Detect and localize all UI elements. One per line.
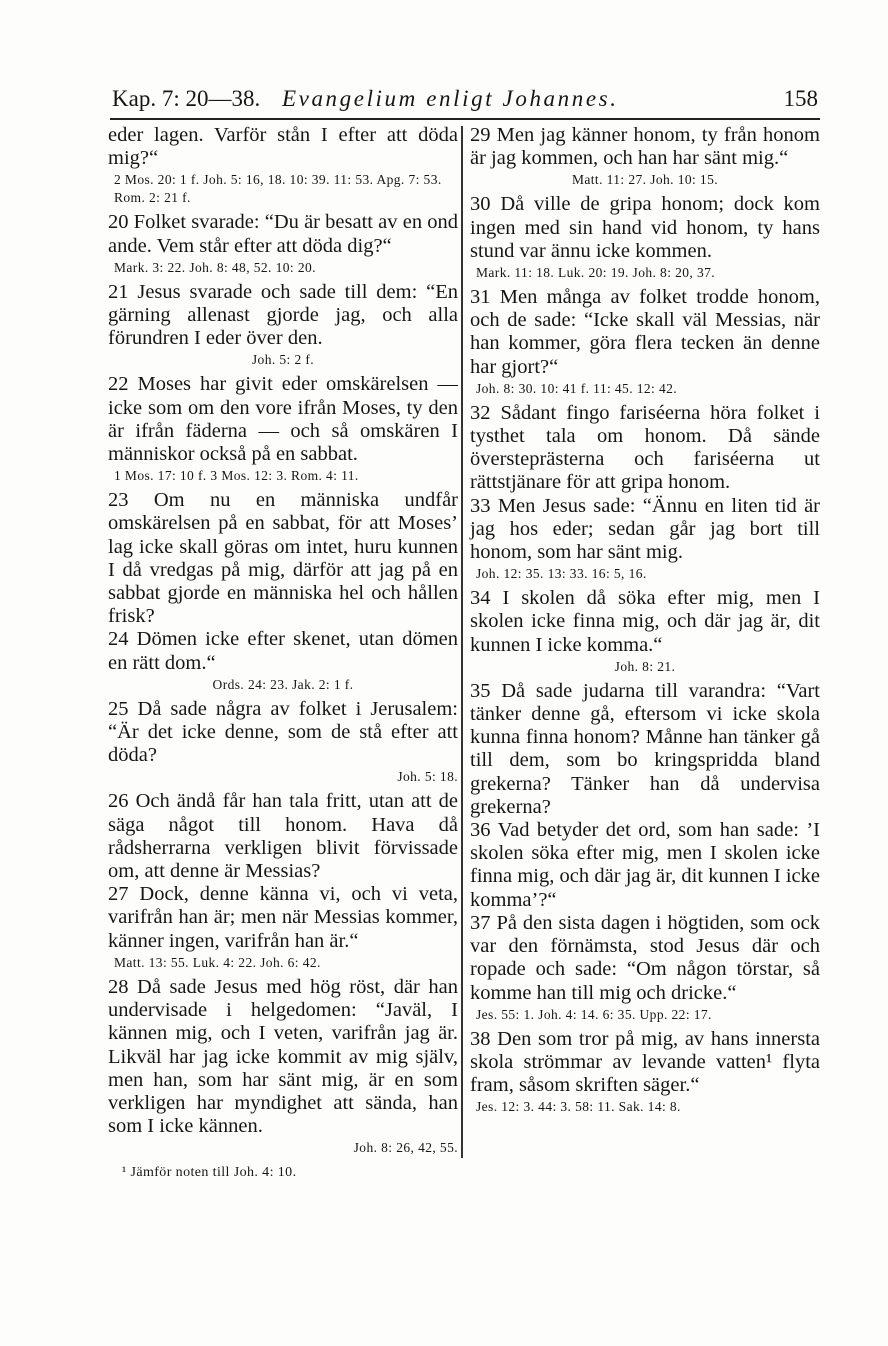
verse-paragraph: 20 Folket svarade: “Du är besatt av en ond ande. Vem står efter att döda dig?“ <box>108 211 458 257</box>
verse-paragraph: 37 På den sista dagen i högtiden, som ock var den förnämsta, stod Jesus där och ropade och sade: “Om någon törstar, så komme han till mig och dricke.“ <box>470 911 820 1004</box>
cross-reference: Matt. 11: 27. Joh. 10: 15. <box>571 172 719 188</box>
column-divider <box>461 126 463 1158</box>
verse-paragraph: 38 Den som tror på mig, av hans innersta skola strömmar av levande vatten¹ flyta fram, såsom skriften säger.“ <box>470 1027 820 1097</box>
left-column <box>108 124 458 1161</box>
book-title: Evangelium enligt Johannes. <box>282 86 619 111</box>
page-number: 158 <box>783 86 818 111</box>
verse-paragraph: eder lagen. Varför stån I efter att döda mig?“ <box>108 124 458 170</box>
verse-paragraph: 32 Sådant fingo fariséerna höra folket i tysthet tala om honom. Då sände översteprästerna och fariséerna ut rättstjänare för att gripa honom. <box>470 401 820 494</box>
cross-reference: Jes. 55: 1. Joh. 4: 14. 6: 35. Upp. 22: 17. <box>476 1006 712 1022</box>
verse-paragraph: 28 Då sade Jesus med hög röst, där han undervisade i helgedomen: “Javäl, I kännen mig, och I veten, varifrån jag är. Likväl har jag icke kommit av mig själv, men han, som har sänt mig, är en som verkligen har myndighet att sända, han som I icke kännen. <box>108 975 458 1138</box>
footnote: ¹ Jämför noten till Joh. 4: 10. <box>122 1165 297 1180</box>
cross-reference: Matt. 13: 55. Luk. 4: 22. Joh. 6: 42. <box>114 954 321 970</box>
cross-reference: Joh. 8: 30. 10: 41 f. 11: 45. 12: 42. <box>476 380 678 396</box>
verse-paragraph: 36 Vad betyder det ord, som han sade: ’I skolen söka efter mig, men I skolen icke finna mig, och där jag är, dit kunnen I icke komma’?“ <box>470 819 820 911</box>
cross-reference: Ords. 24: 23. Jak. 2: 1 f. <box>212 676 354 692</box>
cross-reference: Mark. 3: 22. Joh. 8: 48, 52. 10: 20. <box>114 259 316 275</box>
chapter-reference: Kap. 7: 20—38. <box>112 86 261 111</box>
verse-paragraph: 29 Men jag känner honom, ty från honom är jag kommen, och han har sänt mig.“ <box>470 124 820 170</box>
cross-reference: Joh. 5: 18. <box>397 769 458 785</box>
verse-paragraph: 24 Dömen icke efter skenet, utan dömen en rätt dom.“ <box>108 628 458 674</box>
cross-reference: Joh. 8: 26, 42, 55. <box>353 1140 458 1156</box>
verse-paragraph: 22 Moses har givit eder omskärelsen — icke som om den vore ifrån Moses, ty den är ifrån fäderna — och så omskären I människor också på en sabbat. <box>108 373 458 466</box>
cross-reference: 1 Mos. 17: 10 f. 3 Mos. 12: 3. Rom. 4: 11. <box>114 468 359 484</box>
verse-paragraph: 34 I skolen då söka efter mig, men I skolen icke finna mig, och där jag är, dit kunnen I icke komma.“ <box>470 587 820 656</box>
cross-reference: Jes. 12: 3. 44: 3. 58: 11. Sak. 14: 8. <box>476 1099 681 1115</box>
verse-paragraph: 21 Jesus svarade och sade till dem: “En gärning allenast gjorde jag, och alla förundren I eder över den. <box>108 280 458 350</box>
verse-paragraph: 31 Men många av folket trodde honom, och de sade: “Icke skall väl Messias, när han kommer, göra flera tecken än denne har gjort?“ <box>470 286 820 378</box>
header-rule <box>110 118 820 120</box>
verse-paragraph: 25 Då sade några av folket i Jerusalem: “Är det icke denne, som de stå efter att döda? <box>108 697 458 767</box>
verse-paragraph: 27 Dock, denne känna vi, och vi veta, varifrån han är; men när Messias kommer, känner ingen, varifrån han är.“ <box>108 883 458 952</box>
cross-reference: Joh. 5: 2 f. <box>251 352 315 368</box>
verse-paragraph: 26 Och ändå får han tala fritt, utan att de säga något till honom. Hava då rådsherrarna verkligen blivit förvissade om, att denne är Messias? <box>108 790 458 883</box>
cross-reference: Joh. 12: 35. 13: 33. 16: 5, 16. <box>476 566 647 582</box>
cross-reference: 2 Mos. 20: 1 f. Joh. 5: 16, 18. 10: 39. 11: 53. Apg. 7: 53. Rom. 2: 21 f. <box>114 172 442 206</box>
verse-paragraph: 35 Då sade judarna till varandra: “Vart tänker denne gå, eftersom vi icke skola kunna finna honom? Månne han tänker gå till dem, som bo kringspridda bland grekerna? Tänker han då undervisa grekerna? <box>470 679 820 818</box>
cross-reference: Mark. 11: 18. Luk. 20: 19. Joh. 8: 20, 37. <box>476 265 716 281</box>
verse-paragraph: 30 Då ville de gripa honom; dock kom ingen med sin hand vid honom, ty hans stund var ännu icke kommen. <box>470 193 820 262</box>
page-header <box>112 84 822 118</box>
cross-reference: Joh. 8: 21. <box>614 658 676 674</box>
verse-paragraph: 23 Om nu en människa undfår omskärelsen på en sabbat, för att Moses’ lag icke skall göras om intet, huru kunnen I då vredgas på mig, därför att jag på en sabbat gjorde en människa hel och hållen frisk? <box>108 489 458 628</box>
right-column <box>470 124 820 1120</box>
verse-paragraph: 33 Men Jesus sade: “Ännu en liten tid är jag hos eder; sedan går jag bort till honom, som har sänt mig. <box>470 494 820 564</box>
